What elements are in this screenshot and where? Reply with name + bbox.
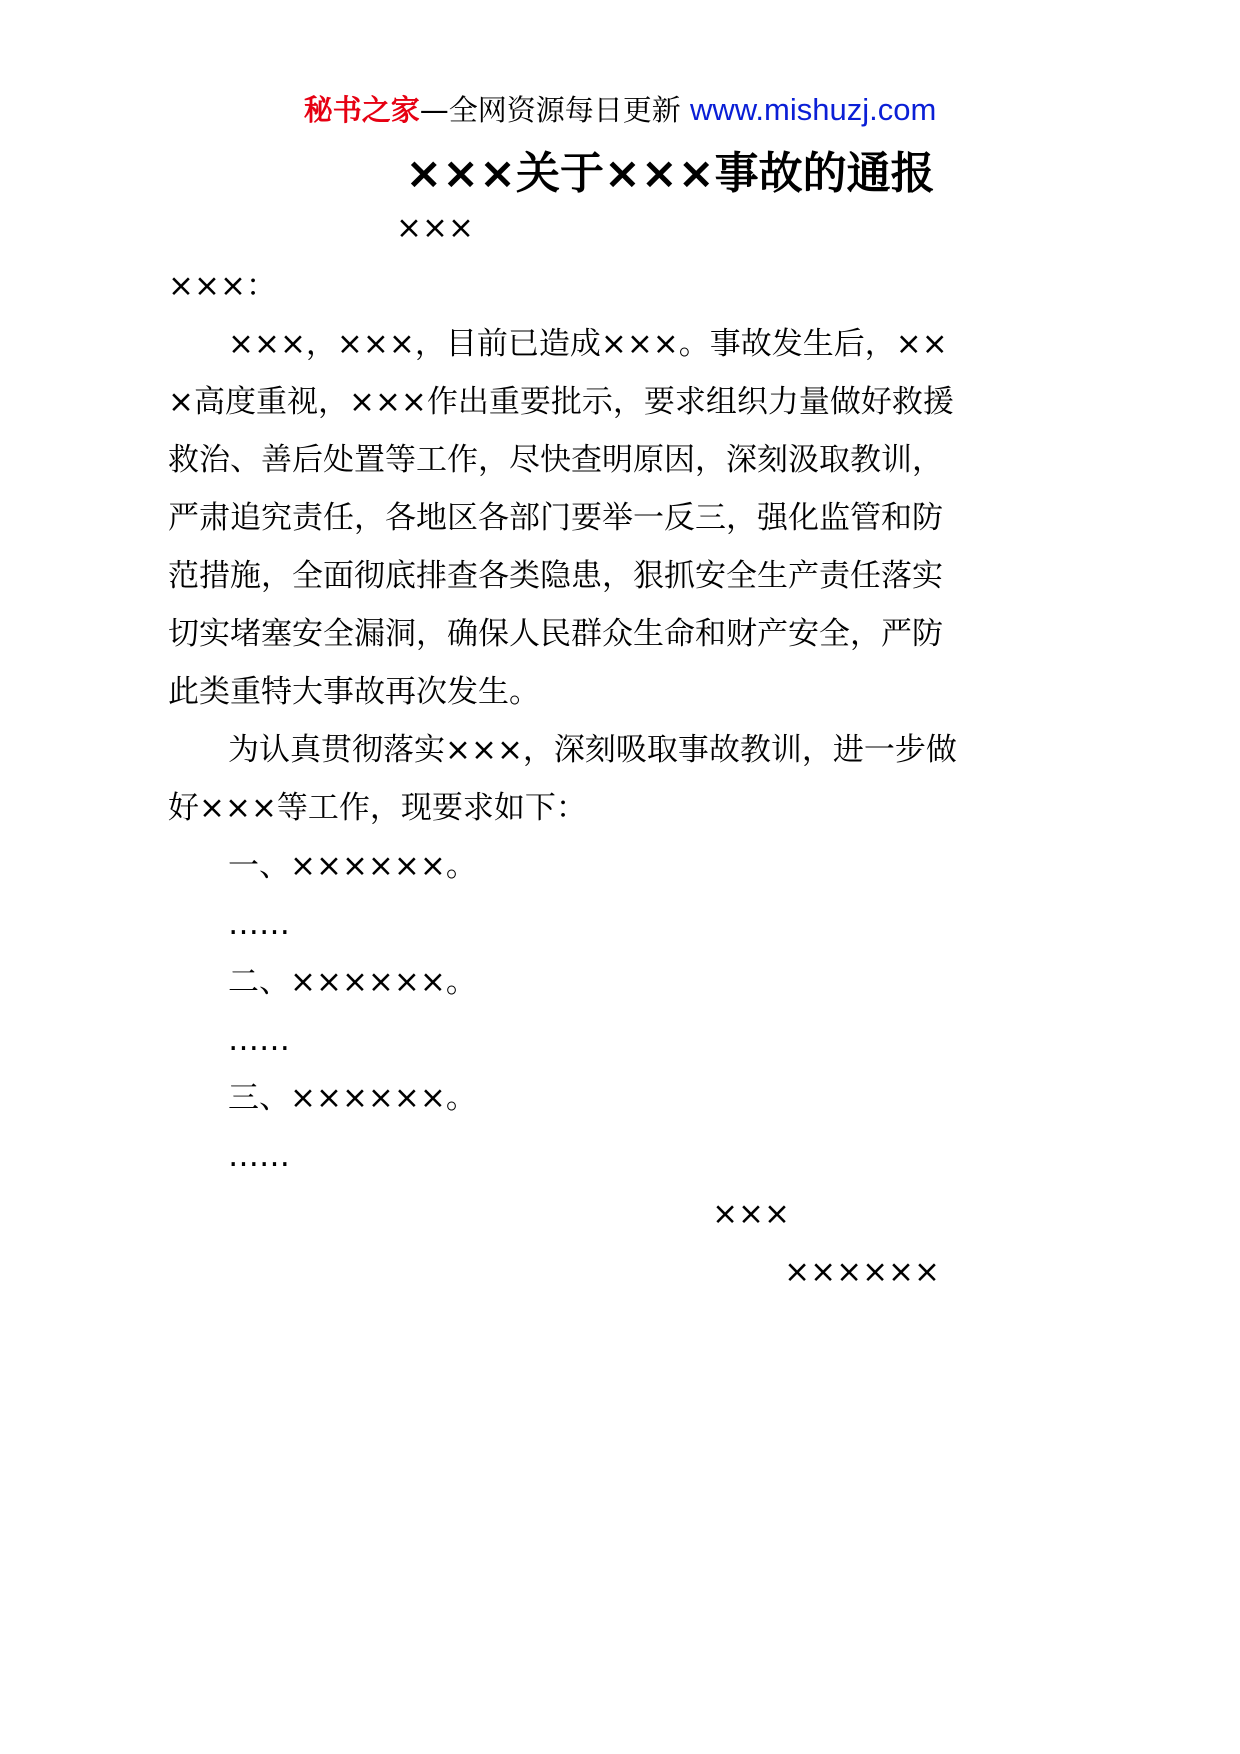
paragraph-line: 严肃追究责任，各地区各部门要举一反三，强化监管和防 (168, 500, 943, 536)
signature: ××× (712, 1196, 790, 1232)
paragraph-line: ×高度重视，×××作出重要批示，要求组织力量做好救援 (168, 384, 954, 420)
site-url-link[interactable]: www.mishuzj.com (689, 92, 937, 127)
paragraph-line: ×××，×××，目前已造成×××。事故发生后，×× (228, 326, 948, 362)
paragraph-line: 救治、善后处置等工作，尽快查明原因，深刻汲取教训， (168, 442, 943, 478)
paragraph-line: 为认真贯彻落实×××，深刻吸取事故教训，进一步做 (228, 732, 957, 768)
site-brand: 秘书之家 (303, 93, 420, 127)
paragraph-line: 切实堵塞安全漏洞，确保人民群众生命和财产安全，严防 (168, 616, 943, 652)
site-header (0, 88, 1240, 132)
site-slogan: —全网资源每日更新 (419, 93, 681, 127)
document-title-text: ×××关于×××事故的通报 (405, 148, 935, 199)
salutation: ×××： (168, 268, 277, 304)
section-ellipsis-2: …… (228, 1022, 290, 1058)
section-heading-2: 二、××××××。 (228, 964, 477, 1000)
section-ellipsis-3: …… (228, 1138, 290, 1174)
section-heading-1: 一、××××××。 (228, 848, 477, 884)
document-title (0, 146, 1240, 202)
paragraph-line: 此类重特大事故再次发生。 (168, 674, 540, 710)
paragraph-line: 范措施，全面彻底排查各类隐患，狠抓安全生产责任落实 (168, 558, 943, 594)
section-ellipsis-1: …… (228, 906, 290, 942)
document-date: ×××××× (784, 1254, 940, 1290)
section-heading-3: 三、××××××。 (228, 1080, 477, 1116)
paragraph-line: 好×××等工作，现要求如下： (168, 790, 587, 826)
document-issuer: ××× (396, 210, 474, 246)
